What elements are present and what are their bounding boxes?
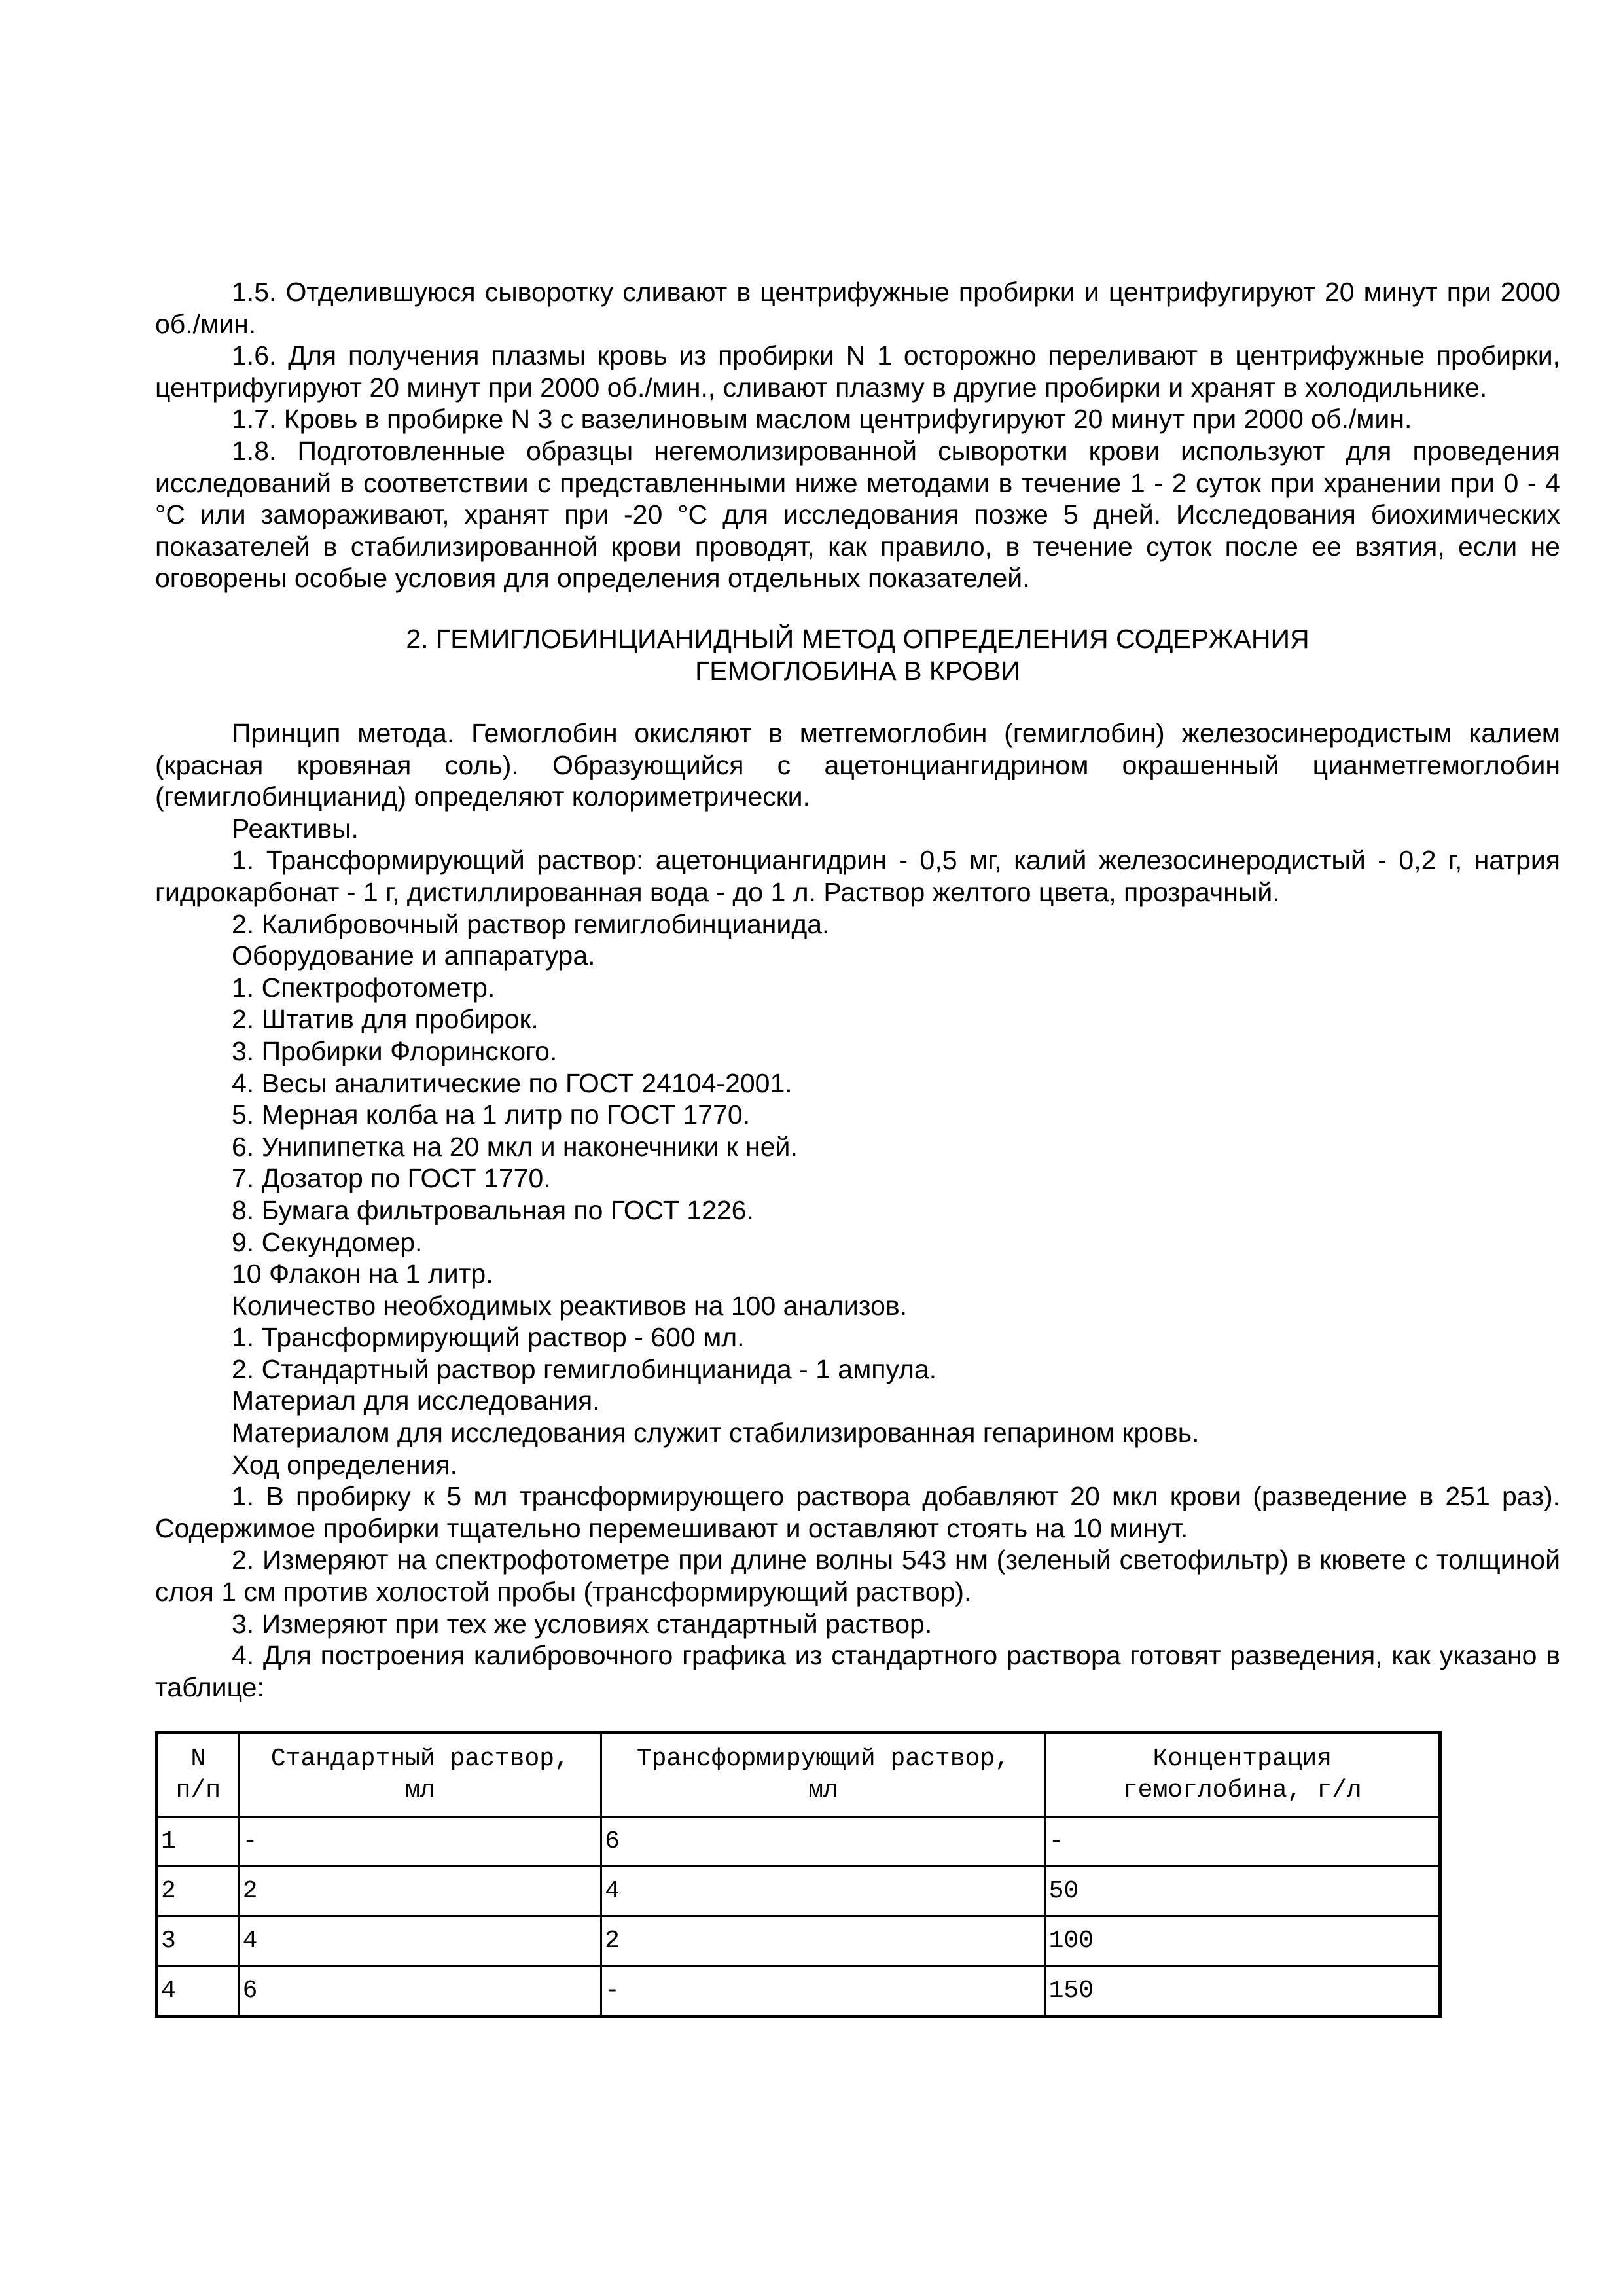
cell-standard: 4 [239, 1916, 601, 1966]
paragraph-1-7: 1.7. Кровь в пробирке N 3 с вазелиновым маслом центрифугируют 20 минут при 2000 об./мин. [232, 404, 1412, 435]
paragraph-1-5: 1.5. Отделившуюся сыворотку сливают в центрифужные пробирки и центрифугируют 20 минут при 2000 об./мин. [155, 277, 1560, 339]
material-text: Материалом для исследования служит стабилизированная гепарином кровь. [232, 1418, 1200, 1448]
table-row [157, 1867, 1440, 1916]
equipment-item: 4. Весы аналитические по ГОСТ 24104-2001. [232, 1067, 793, 1098]
procedure-step: 3. Измеряют при тех же условиях стандартный раствор. [232, 1608, 933, 1639]
heading-line-1: 2. ГЕМИГЛОБИНЦИАНИДНЫЙ МЕТОД ОПРЕДЕЛЕНИЯ СОДЕРЖАНИЯ [406, 624, 1310, 654]
table-row [157, 1916, 1440, 1966]
principle-paragraph: Принцип метода. Гемоглобин окисляют в метгемоглобин (гемиглобин) железосинеродистым калием (красная кровяная соль). Образующийся с ацетонциангидрином окрашенный цианметгемоглобин (гемиглобинцианид) определяют колориметрически. [155, 718, 1560, 812]
procedure-title: Ход определения. [232, 1449, 458, 1480]
cell-concentration: 100 [1045, 1916, 1440, 1966]
equipment-item: 7. Дозатор по ГОСТ 1770. [232, 1163, 551, 1194]
cell-number: 1 [157, 1817, 240, 1867]
cell-concentration: 150 [1045, 1966, 1440, 2017]
equipment-item: 5. Мерная колба на 1 литр по ГОСТ 1770. [232, 1100, 751, 1130]
equipment-item: 1. Спектрофотометр. [232, 972, 495, 1003]
quantity-item: 1. Трансформирующий раствор - 600 мл. [232, 1322, 745, 1353]
equipment-item: 10 Флакон на 1 литр. [232, 1259, 493, 1289]
reagent-1: 1. Трансформирующий раствор: ацетонциангидрин - 0,5 мг, калий железосинеродистый - 0,2 г, натрия гидрокарбонат - 1 г, дистиллированная вода - до 1 л. Раствор желтого цвета, прозрачный. [155, 845, 1560, 907]
cell-number: 4 [157, 1966, 240, 2017]
equipment-item: 8. Бумага фильтровальная по ГОСТ 1226. [232, 1194, 754, 1225]
section-1 [155, 276, 1560, 594]
equipment-item: 6. Унипипетка на 20 мкл и наконечники к ней. [232, 1131, 798, 1162]
table-row [157, 1817, 1440, 1867]
cell-transforming: 2 [601, 1916, 1045, 1966]
section-heading [155, 623, 1560, 687]
procedure-step: 1. В пробирку к 5 мл трансформирующего раствора добавляют 20 мкл крови (разведение в 251 раз). Содержимое пробирки тщательно перемешивают и оставляют стоять на 10 минут. [155, 1481, 1560, 1543]
equipment-item: 2. Штатив для пробирок. [232, 1004, 539, 1035]
cell-number: 2 [157, 1867, 240, 1916]
reagents-title: Реактивы. [232, 813, 359, 844]
quantity-title: Количество необходимых реактивов на 100 анализов. [232, 1290, 908, 1321]
header-transforming-solution: Трансформирующий раствор, мл [601, 1733, 1045, 1817]
paragraph-1-8: 1.8. Подготовленные образцы негемолизированной сыворотки крови используют для проведения исследований в соответствии с представленными ниже методами в течение 1 - 2 суток при хранении при 0 - 4 °С или замораживают, хранят при -20 °С для исследования позже 5 дней. Исследования биохимических показателей в стабилизированной крови проводят, как правило, в течение суток после ее взятия, если не оговорены особые условия для определения отдельных показателей. [155, 435, 1560, 594]
reagent-2: 2. Калибровочный раствор гемиглобинцианида. [232, 908, 830, 939]
cell-concentration: - [1045, 1817, 1440, 1867]
cell-transforming: - [601, 1966, 1045, 2017]
cell-transforming: 6 [601, 1817, 1045, 1867]
dilution-table [155, 1731, 1442, 2018]
cell-number: 3 [157, 1916, 240, 1966]
cell-concentration: 50 [1045, 1867, 1440, 1916]
header-number: N п/п [157, 1733, 240, 1817]
material-title: Материал для исследования. [232, 1386, 600, 1416]
cell-transforming: 4 [601, 1867, 1045, 1916]
table-header-row [157, 1733, 1440, 1817]
header-standard-solution: Стандартный раствор, мл [239, 1733, 601, 1817]
cell-standard: 2 [239, 1867, 601, 1916]
heading-line-2: ГЕМОГЛОБИНА В КРОВИ [695, 655, 1020, 686]
equipment-item: 3. Пробирки Флоринского. [232, 1035, 558, 1066]
equipment-item: 9. Секундомер. [232, 1227, 423, 1257]
header-concentration: Концентрация гемоглобина, г/л [1045, 1733, 1440, 1817]
procedure-step: 2. Измеряют на спектрофотометре при длине волны 543 нм (зеленый светофильтр) в кювете с толщиной слоя 1 см против холостой пробы (трансформирующий раствор). [155, 1545, 1560, 1607]
cell-standard: 6 [239, 1966, 601, 2017]
table-row [157, 1966, 1440, 2017]
quantity-item: 2. Стандартный раствор гемиглобинцианида - 1 ампула. [232, 1354, 937, 1384]
section-2 [155, 717, 1560, 1703]
paragraph-1-6: 1.6. Для получения плазмы кровь из пробирки N 1 осторожно переливают в центрифужные пробирки, центрифугируют 20 минут при 2000 об./мин., сливают плазму в другие пробирки и хранят в холодильнике. [155, 340, 1560, 403]
cell-standard: - [239, 1817, 601, 1867]
equipment-title: Оборудование и аппаратура. [232, 941, 596, 971]
procedure-step: 4. Для построения калибровочного графика из стандартного раствора готовят разведения, как указано в таблице: [155, 1640, 1560, 1702]
